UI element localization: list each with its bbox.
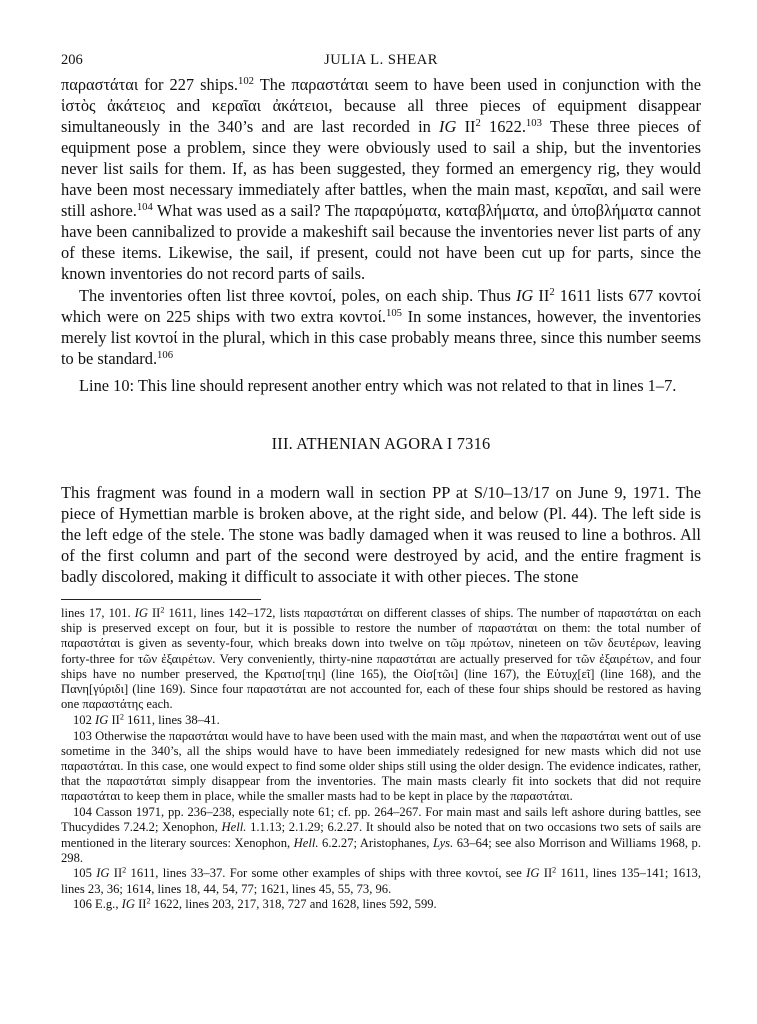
footnote-102: [61, 713, 701, 728]
note-reference: 2: [475, 118, 481, 130]
footnote-104: [61, 805, 701, 866]
paragraph-kontoi: [61, 285, 701, 369]
text-run: 105: [73, 866, 97, 881]
text-run: II: [109, 866, 123, 881]
footnotes: [61, 606, 701, 913]
text-run: These three pieces of equipment pose a problem, since they were obviously used to sail a ship, but the inventories never list sails for them. If, as has been suggested, they formed an emergency rig, they would have been most necessary immediately after battles, when the main mast, κεραῖαι, and sail were still ashore.: [61, 117, 701, 220]
note-reference: 103: [525, 118, 542, 130]
italic-text: IG: [515, 286, 534, 305]
italic-text: IG: [95, 712, 109, 727]
note-reference: 2: [552, 865, 557, 875]
footnote-101-continued: [61, 606, 701, 712]
note-reference: 104: [136, 202, 153, 214]
note-reference: 106: [157, 350, 174, 362]
paragraph-line-10: [61, 375, 701, 396]
text-run: 103 Otherwise the παραστάται would have to have been used with the main mast, and when the παραστάται went out of use sometime in the 340’s, all the ships would have to have been immediately redesigned for new masts which did not use παραστάται. In this case, one would expect to find some older ships still using the older design. The evidence indicates, rather, that the παραστάται simply disappear from the inventories. The main masts clearly fit into sockets that did not require παραστάται to keep them in place, while the smaller masts had to be kept in place by the παραστάται.: [61, 728, 701, 804]
text-run: 1.1.13; 2.1.29; 6.2.27. It should also be noted that on two occasions two sets of sails are mentioned in the literary sources: Xenophon,: [61, 820, 701, 850]
italic-text: Hell.: [293, 835, 319, 850]
text-run: II: [134, 897, 147, 912]
main-text: [61, 74, 701, 587]
note-reference: 2: [122, 865, 127, 875]
text-run: 1611 lists 677 κοντοί which were on 225 ships with two extra κοντοί.: [61, 286, 702, 326]
italic-text: Lys.: [432, 835, 454, 850]
text-run: 1622, lines 203, 217, 318, 727 and 1628, lines 592, 599.: [150, 897, 437, 912]
text-run: 104 Casson 1971, pp. 236–238, especially note 61; cf. pp. 264–267. For main mast and sails left ashore during battles, see Thucydides 7.24.2; Xenophon,: [61, 805, 701, 835]
italic-text: Hell.: [221, 820, 247, 835]
text-run: παραστάται for 227 ships.: [61, 75, 238, 94]
italic-text: IG: [134, 606, 148, 620]
footnote-103: [61, 729, 701, 805]
running-header: [61, 52, 701, 74]
text-run: 102: [73, 712, 96, 727]
text-run: II: [533, 286, 550, 305]
text-run: In some instances, however, the inventories merely list κοντοί in the plural, which in this case probably means three, since this number seems to be standard.: [61, 307, 701, 368]
footnote-106: [61, 897, 701, 912]
note-reference: 105: [386, 308, 402, 320]
paragraph-parastatai: [61, 74, 701, 284]
footnote-rule: [61, 599, 261, 600]
section-heading: III. ATHENIAN AGORA I 7316: [271, 434, 491, 453]
text-run: 63–64; see also Morrison and Williams 1968, p. 298.: [61, 835, 701, 865]
italic-text: IG: [96, 866, 110, 881]
italic-text: IG: [526, 866, 540, 881]
note-reference: 2: [549, 287, 555, 299]
text-run: II: [108, 712, 120, 727]
text-run: 1611, lines 142–172, lists παραστάται on different classes of ships. The number of παραστάται on each ship is preserved except on four, but it is possible to restore the number of παραστάται on them: the total number of παραστάται is given as seventy-four, which breaks down into twelve on τῶμ πρώτων, nineteen on τῶν δευτέρων, leaving forty-three for τῶν ἐξαιρέτων. Very conveniently, thirty-nine παραστάται are actually preserved for τῶν ἐξαιρέτων, and four ships have no number preserved, the Κρατισ[τηι] (line 165), the Οἰσ[τῶι] (line 167), the Εὐτυχ[εῖ] (line 168), and the Πανη[γύριδι] (line 169). Since four παραστάται are not accounted for, each of these four ships should be restored as having one παραστάτης each.: [61, 606, 701, 712]
text-run: The inventories often list three κοντοί, poles, on each ship. Thus: [79, 286, 516, 305]
text-run: What was used as a sail? The παραρύματα, καταβλήματα, and ὑποβλήματα cannot have been cannibalized to provide a makeshift sail because the inventories never list parts of any of these items. Likewise, the sail, if present, could not have been cut up for parts, since the known inventories do not record parts of sails.: [61, 201, 701, 283]
text-run: 1611, lines 135–141; 1613, lines 23, 36; 1614, lines 18, 44, 54, 77; 1621, lines 45, 55, 73, 96.: [61, 866, 701, 896]
note-reference: 2: [160, 605, 165, 615]
text-run: 1611, lines 33–37. For some other examples of ships with three κοντοί, see: [126, 866, 527, 881]
page: [61, 52, 701, 913]
text-run: The παραστάται seem to have been used in conjunction with the ἱστὸς ἀκάτειος and κεραῖαι ἀκάτειοι, because all three pieces of equipment disappear simultaneously in the 340’s and are last recorded in: [61, 75, 701, 136]
text-run: II: [539, 866, 553, 881]
italic-text: IG: [439, 117, 457, 136]
text-run: II: [147, 606, 161, 620]
text-run: 1611, lines 38–41.: [123, 712, 220, 727]
text-run: 6.2.27; Aristophanes,: [318, 835, 433, 850]
text-run: lines 17, 101.: [61, 606, 135, 620]
text-run: 106 E.g.,: [73, 897, 122, 912]
italic-text: IG: [121, 897, 135, 912]
note-reference: 102: [237, 76, 254, 88]
text-run: 1622.: [480, 117, 526, 136]
page-number: 206: [61, 52, 83, 68]
running-head-author: JULIA L. SHEAR: [324, 52, 438, 68]
text-run: Line 10: This line should represent another entry which was not related to that in lines 1–7.: [79, 376, 677, 395]
paragraph-fragment-description: [61, 482, 701, 587]
text-run: II: [456, 117, 476, 136]
note-reference: 2: [146, 896, 151, 906]
text-run: This fragment was found in a modern wall in section PP at S/10–13/17 on June 9, 1971. The piece of Hymettian marble is broken above, at the right side, and below (Pl. 44). The left side is the left edge of the stele. The stone was badly damaged when it was reused to line a bothros. All of the first column and part of the second were destroyed by acid, and the entire fragment is badly discolored, making it difficult to associate it with other pieces. The stone: [61, 483, 701, 586]
note-reference: 2: [119, 712, 124, 722]
footnote-105: [61, 866, 701, 896]
